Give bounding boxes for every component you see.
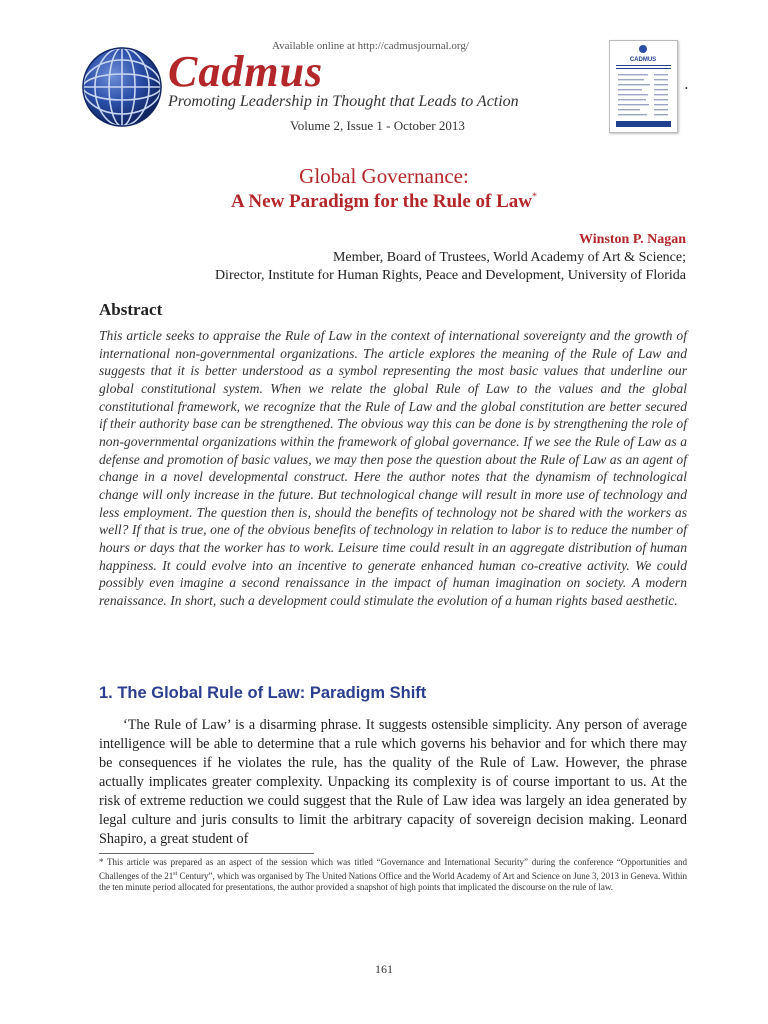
footnote-superscript: st (173, 870, 178, 877)
page-number: 161 (375, 962, 393, 976)
footnote-text-2: Century”, which was organised by The United Nations Office and the World Academy of Art and Science on June 3, 2013 in Geneva. Within the ten minute period allocated for presentations, the author provided a snapshot of high points that implicated the discourse on the rule of law. (99, 870, 688, 892)
availability-line: Available online at http://cadmusjournal.org/ (272, 40, 469, 52)
cover-title: CADMUS (629, 57, 657, 63)
body-paragraph: ‘The Rule of Law’ is a disarming phrase. It suggests ostensible simplicity. Any person of average intelligence will be able to determine that a rule which governs his behavior and for which there may be consequences if he violates the rule, has the quality of the Rule of Law. However, the phrase actually implicates greater complexity. Unpacking its complexity is of course important to us. At the risk of extreme reduction we could suggest that the Rule of Law idea was largely an idea generated by legal culture and juris consults to limit the arbitrary capacity of sovereign decision making. Leonard Shapiro, a great student of (99, 717, 687, 847)
journal-cover-thumbnail (609, 40, 678, 133)
abstract-heading: Abstract (99, 300, 163, 319)
author-affiliation-1: Member, Board of Trustees, World Academy of Art & Science; (332, 250, 686, 265)
abstract-text: This article seeks to appraise the Rule of Law in the context of international sovereignty and the growth of international non-governmental organizations. The article explores the meaning of the Rule of Law and suggests that it is better understood as a symbol representing the most basic values that underline our global constitutional system. When we relate the global Rule of Law to the values and the global constitutional framework, we recognize that the Rule of Law and the global constitution are better secured if their authority base can be strengthened. The obvious way this can be done is by strengthening the role of non-governmental organizations within the framework of global governance. If we see the Rule of Law as a defense and promotion of basic values, we may then pose the question about the Rule of Law as an agent of change in a novel developmental construct. Here the author notes that the dynamism of technological change will only increase in the future. But technological change will result in more use of technology and less employment. The question then is, should the benefits of technology not be shared with the workers as well? If that is true, one of the obvious benefits of technology in relation to labor is to reduce the number of hours or days that the worker has to work. Leisure time could result in an aggregate distribution of human happiness. It could evolve into an incentive to generate enhanced human co-creative activity. We could possibly even imagine a second renaissance in the impact of human imagination on society. A modern renaissance. In short, such a development could stimulate the evolution of a human rights based aesthetic. (99, 328, 687, 608)
article-subtitle (0, 191, 768, 213)
footnote-rule (99, 853, 314, 854)
article-title: Global Governance: (299, 164, 469, 188)
article-subtitle-text: A New Paradigm for the Rule of Law (231, 191, 532, 212)
cover-dot: • (685, 84, 688, 93)
globe-logo-icon (80, 45, 164, 129)
volume-issue: Volume 2, Issue 1 - October 2013 (290, 118, 465, 133)
journal-tagline: Promoting Leadership in Thought that Leads to Action (168, 93, 519, 110)
author-affiliation-2: Director, Institute for Human Rights, Peace and Development, University of Florida (214, 268, 686, 283)
author-name: Winston P. Nagan (579, 232, 686, 247)
section-heading: 1. The Global Rule of Law: Paradigm Shift (99, 684, 427, 702)
footnote-text-1: * This article was prepared as an aspect of the session which was titled “Governance and International Security” during the conference “Opportunities and Challenges of the 21 (99, 857, 687, 881)
footnote (99, 857, 687, 894)
cover-art-icon (610, 41, 677, 131)
journal-name: Cadmus (168, 47, 324, 96)
title-footnote-marker: * (531, 191, 537, 203)
